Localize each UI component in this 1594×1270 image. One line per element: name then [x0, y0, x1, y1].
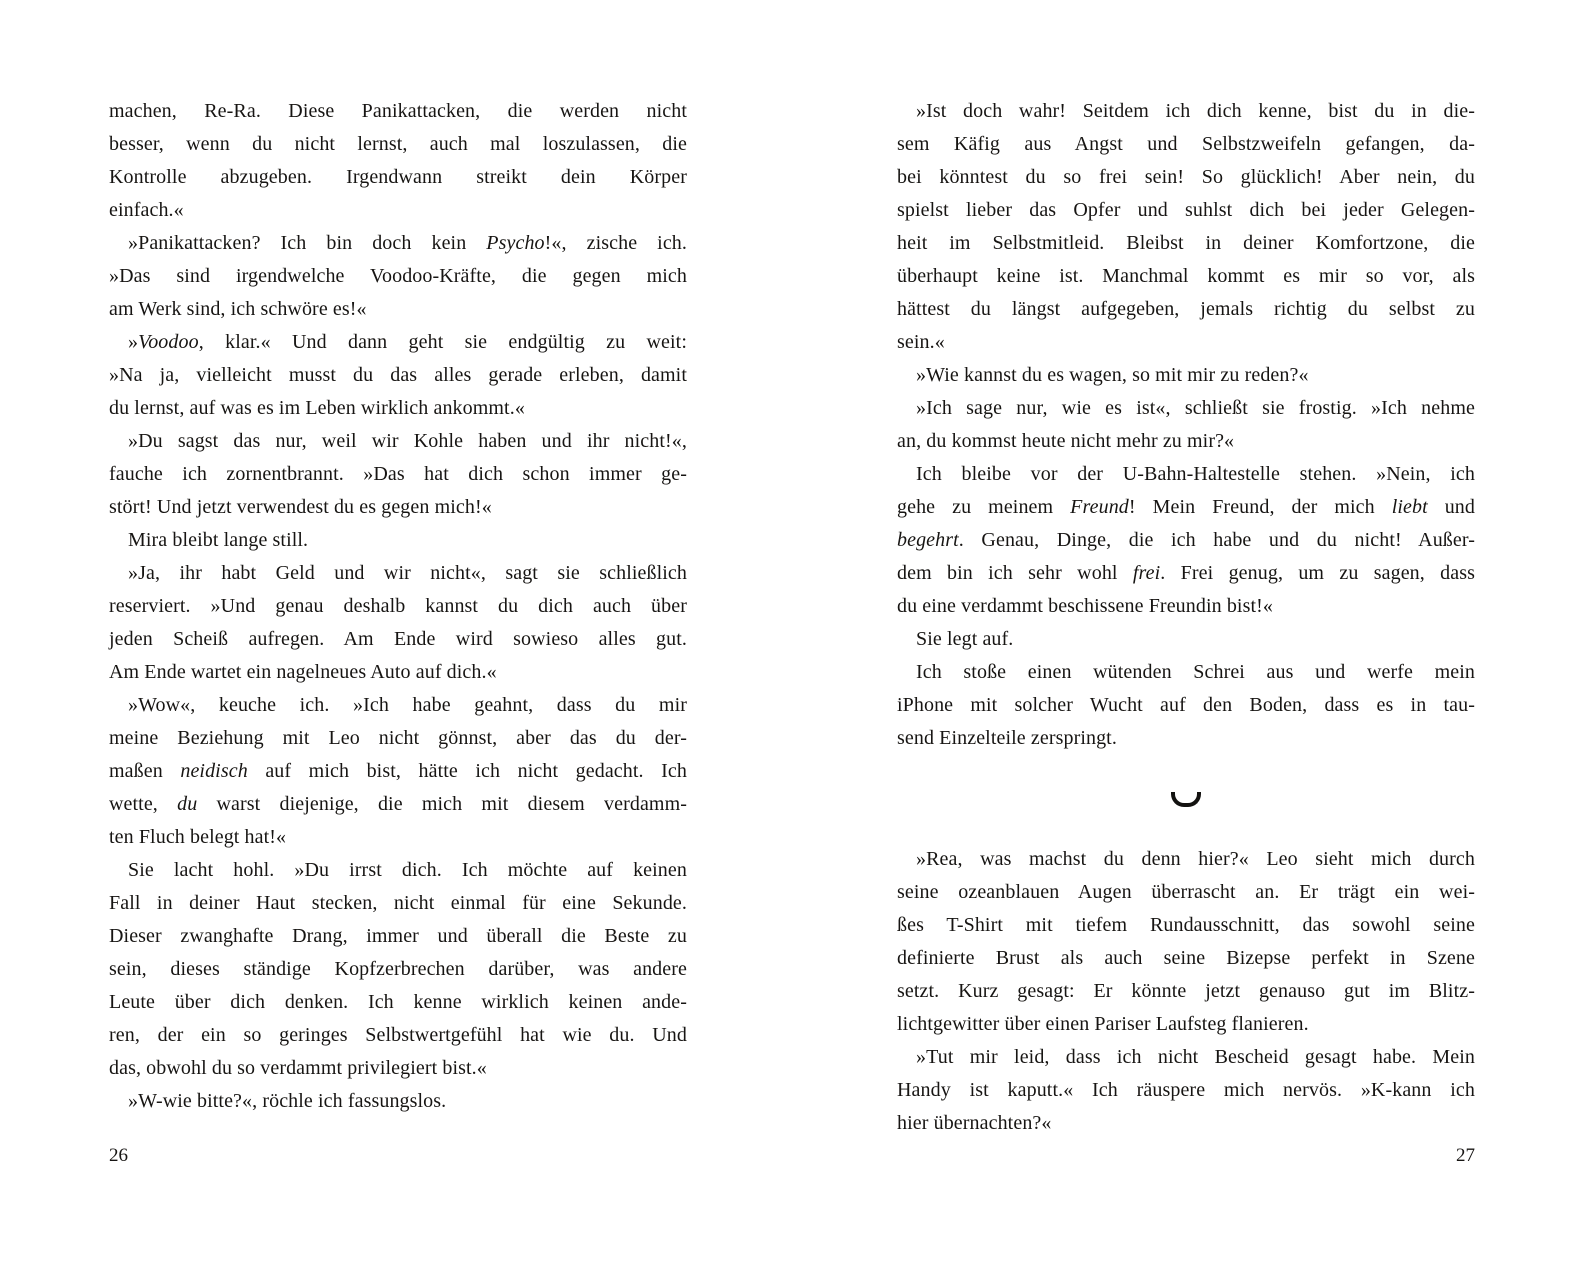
text-line: das, obwohl du so verdammt privilegiert bist.«: [109, 1057, 487, 1079]
text-line: sein.«: [897, 331, 945, 353]
text-line: Ich bleibe vor der U-Bahn-Haltestelle stehen. »Nein, ich: [916, 463, 1475, 485]
text-line: ten Fluch belegt hat!«: [109, 826, 287, 848]
text-line: dem bin ich sehr wohl frei. Frei genug, um zu sagen, dass: [897, 562, 1475, 584]
text-line: bei könntest du so frei sein! So glücklich! Aber nein, du: [897, 166, 1475, 188]
text-line: begehrt. Genau, Dinge, die ich habe und du nicht! Außer-: [897, 529, 1475, 551]
text-line: iPhone mit solcher Wucht auf den Boden, dass es in tau-: [897, 694, 1475, 716]
text-line: setzt. Kurz gesagt: Er könnte jetzt genauso gut im Blitz-: [897, 980, 1475, 1002]
section-divider: [897, 755, 1475, 843]
left-page-number: 26: [109, 1145, 128, 1166]
text-line: machen, Re-Ra. Diese Panikattacken, die werden nicht: [109, 100, 687, 122]
right-page-text-column: [897, 95, 1475, 1140]
text-line: Sie lacht hohl. »Du irrst dich. Ich möchte auf keinen: [128, 859, 687, 881]
text-line: du eine verdammt beschissene Freundin bist!«: [897, 595, 1273, 617]
text-line: »Du sagst das nur, weil wir Kohle haben und ihr nicht!«,: [128, 430, 687, 452]
text-line: ren, der ein so geringes Selbstwertgefühl hat wie du. Und: [109, 1024, 687, 1046]
text-line: »Tut mir leid, dass ich nicht Bescheid gesagt habe. Mein: [916, 1046, 1475, 1068]
text-line: stört! Und jetzt verwendest du es gegen mich!«: [109, 496, 492, 518]
text-line: heit im Selbstmitleid. Bleibst in deiner Komfortzone, die: [897, 232, 1475, 254]
text-line: reserviert. »Und genau deshalb kannst du dich auch über: [109, 595, 687, 617]
text-line: ßes T-Shirt mit tiefem Rundausschnitt, das sowohl seine: [897, 914, 1475, 936]
text-line: definierte Brust als auch seine Bizepse perfekt in Szene: [897, 947, 1475, 969]
text-line: Mira bleibt lange still.: [128, 529, 309, 551]
text-line: Am Ende wartet ein nagelneues Auto auf dich.«: [109, 661, 497, 683]
text-line: »Ich sage nur, wie es ist«, schließt sie frostig. »Ich nehme: [916, 397, 1475, 419]
right-page-number: 27: [1456, 1145, 1475, 1166]
text-line: »Voodoo, klar.« Und dann geht sie endgültig zu weit:: [128, 331, 687, 353]
text-line: »Wow«, keuche ich. »Ich habe geahnt, dass du mir: [128, 694, 687, 716]
text-line: hier übernachten?«: [897, 1112, 1052, 1134]
text-line: jeden Scheiß aufregen. Am Ende wird sowieso alles gut.: [109, 628, 687, 650]
text-line: »Das sind irgendwelche Voodoo-Kräfte, die gegen mich: [109, 265, 687, 287]
text-line: gehe zu meinem Freund! Mein Freund, der mich liebt und: [897, 496, 1475, 518]
text-line: Fall in deiner Haut stecken, nicht einmal für eine Sekunde.: [109, 892, 687, 914]
text-line: wette, du warst diejenige, die mich mit diesem verdamm-: [109, 793, 687, 815]
text-line: an, du kommst heute nicht mehr zu mir?«: [897, 430, 1235, 452]
text-line: sein, dieses ständige Kopfzerbrechen darüber, was andere: [109, 958, 687, 980]
text-line: send Einzelteile zerspringt.: [897, 727, 1117, 749]
text-line: lichtgewitter über einen Pariser Laufsteg flanieren.: [897, 1013, 1309, 1035]
crescent-ornament-icon: [1171, 792, 1201, 807]
text-line: »Rea, was machst du denn hier?« Leo sieht mich durch: [916, 848, 1475, 870]
text-line: Sie legt auf.: [916, 628, 1014, 650]
left-page-text-column: [109, 95, 687, 1118]
text-line: am Werk sind, ich schwöre es!«: [109, 298, 367, 320]
text-line: maßen neidisch auf mich bist, hätte ich nicht gedacht. Ich: [109, 760, 687, 782]
text-line: seine ozeanblauen Augen überrascht an. Er trägt ein wei-: [897, 881, 1475, 903]
text-line: sem Käfig aus Angst und Selbstzweifeln gefangen, da-: [897, 133, 1475, 155]
text-line: meine Beziehung mit Leo nicht gönnst, aber das du der-: [109, 727, 687, 749]
text-line: »Wie kannst du es wagen, so mit mir zu reden?«: [916, 364, 1309, 386]
text-line: »W-wie bitte?«, röchle ich fassungslos.: [128, 1090, 447, 1112]
text-line: du lernst, auf was es im Leben wirklich ankommt.«: [109, 397, 525, 419]
text-line: Handy ist kaputt.« Ich räuspere mich nervös. »K-kann ich: [897, 1079, 1475, 1101]
text-line: Leute über dich denken. Ich kenne wirklich keinen ande-: [109, 991, 687, 1013]
text-line: hättest du längst aufgegeben, jemals richtig du selbst zu: [897, 298, 1475, 320]
text-line: Dieser zwanghafte Drang, immer und überall die Beste zu: [109, 925, 687, 947]
text-line: »Panikattacken? Ich bin doch kein Psycho!«, zische ich.: [128, 232, 687, 254]
text-line: »Ja, ihr habt Geld und wir nicht«, sagt sie schließlich: [128, 562, 687, 584]
text-line: einfach.«: [109, 199, 184, 221]
text-line: fauche ich zornentbrannt. »Das hat dich schon immer ge-: [109, 463, 687, 485]
text-line: spielst lieber das Opfer und suhlst dich bei jeder Gelegen-: [897, 199, 1475, 221]
text-line: »Na ja, vielleicht musst du das alles gerade erleben, damit: [109, 364, 687, 386]
text-line: Ich stoße einen wütenden Schrei aus und werfe mein: [916, 661, 1475, 683]
text-line: überhaupt keine ist. Manchmal kommt es mir so vor, als: [897, 265, 1475, 287]
text-line: besser, wenn du nicht lernst, auch mal loszulassen, die: [109, 133, 687, 155]
text-line: »Ist doch wahr! Seitdem ich dich kenne, bist du in die-: [916, 100, 1475, 122]
text-line: Kontrolle abzugeben. Irgendwann streikt dein Körper: [109, 166, 687, 188]
